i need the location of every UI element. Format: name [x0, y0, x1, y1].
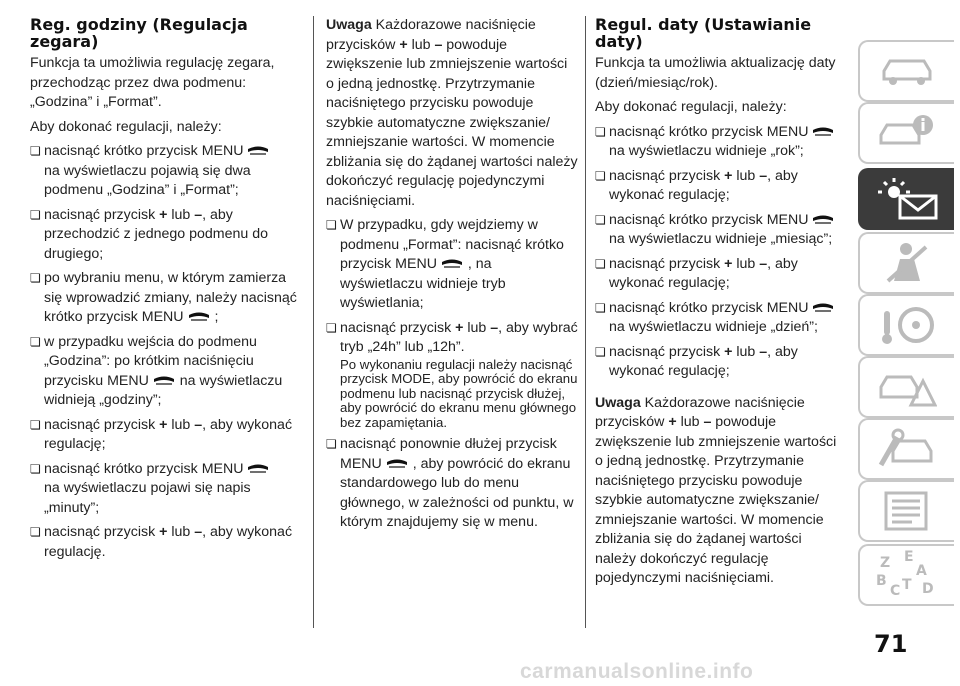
- watermark: carmanualsonline.info: [520, 660, 754, 683]
- date-step-1: ❏ nacisnąć krótko przycisk MENU na wyświetlaczu widnieje „rok”;: [595, 123, 843, 162]
- format-step-2: ❏ nacisnąć przycisk + lub –, aby wybrać tryb „24h” lub „12h”. Po wykonaniu regulacji należy nacisnąć przycisk MODE, aby powrócić do ekranu podmenu lub nacisnąć przycisk dłużej, aby powrócić do ekranu menu głównego bez zapamiętania.: [326, 319, 578, 431]
- date-step-6: ❏ nacisnąć przycisk + lub –, aby wykonać regulację;: [595, 343, 843, 382]
- technical-specs-list-icon: [880, 489, 934, 533]
- index-letter: Z: [880, 555, 891, 571]
- tab-index[interactable]: [858, 544, 954, 606]
- clock-step-4: ❏ w przypadku wejścia do podmenu „Godzina”: po krótkim naciśnięciu przycisku MENU na wyświetlaczu widnieją „godziny”;: [30, 333, 300, 411]
- clock-note: Uwaga Każdorazowe naciśnięcie przycisków + lub – powoduje zwiększenie lub zmniejszenie wartości o jedną jednostkę. Przytrzymanie naciśniętego przycisku powoduje szybkie automatyczne zwiększanie/ zmniejszanie wartości. W momencie zbliżania się do żądanej wartości należy dokończyć regulację pojedynczymi naciśnięciami.: [326, 17, 578, 209]
- index-letter: E: [904, 549, 914, 565]
- column-date-settings: [595, 16, 843, 594]
- date-note: Uwaga Każdorazowe naciśnięcie przycisków + lub – powoduje zwiększenie lub zmniejszenie wartości o jedną jednostkę. Przytrzymanie naciśniętego przycisku powoduje szybkie automatyczne zwiększanie/ zmniejszanie wartości. W momencie zbliżania się do żądanej wartości należy dokończyć regulację pojedynczymi naciśnięciami.: [595, 394, 837, 586]
- index-letter: B: [876, 573, 887, 589]
- tab-starting-driving[interactable]: [858, 294, 954, 356]
- tab-technical-specs[interactable]: [858, 480, 954, 542]
- menu-button-icon: [440, 258, 464, 270]
- steering-wheel-key-icon: [878, 303, 936, 347]
- column-divider: [585, 16, 586, 628]
- clock-steps-intro: Aby dokonać regulacji, należy:: [30, 118, 222, 135]
- tab-maintenance[interactable]: [858, 418, 954, 480]
- column-divider: [313, 16, 314, 628]
- clock-step-6: ❏ nacisnąć krótko przycisk MENU na wyświetlaczu pojawi się napis „minuty”;: [30, 460, 300, 519]
- alphabetical-index-icon: [874, 549, 940, 601]
- tab-car-info[interactable]: [858, 102, 954, 164]
- menu-button-icon: [385, 458, 409, 470]
- menu-button-icon: [811, 302, 835, 314]
- date-intro: Funkcja ta umożliwia aktualizację daty (dzień/miesiąc/rok).: [595, 55, 836, 91]
- index-letter: C: [890, 583, 901, 599]
- clock-step-1: ❏ nacisnąć krótko przycisk MENU na wyświetlaczu pojawią się dwa podmenu „Godzina” i „Format”;: [30, 142, 300, 201]
- format-step-3: ❏ nacisnąć ponownie dłużej przycisk MENU , aby powrócić do ekranu standardowego lub do menu głównego, w zależności od punktu, w którym znajdujemy się w menu.: [326, 435, 578, 533]
- menu-button-icon: [187, 311, 211, 323]
- date-step-2: ❏ nacisnąć przycisk + lub –, aby wykonać regulację;: [595, 167, 843, 206]
- clock-step-3: ❏ po wybraniu menu, w którym zamierza się wprowadzić zmiany, należy nacisnąć krótko przycisk MENU ;: [30, 269, 300, 328]
- menu-button-icon: [246, 463, 270, 475]
- menu-button-icon: [811, 126, 835, 138]
- index-letter: A: [916, 563, 927, 579]
- date-step-5: ❏ nacisnąć krótko przycisk MENU na wyświetlaczu widnieje „dzień”;: [595, 299, 843, 338]
- menu-button-icon: [246, 145, 270, 157]
- clock-step-5: ❏ nacisnąć przycisk + lub –, aby wykonać regulację;: [30, 416, 300, 455]
- dashboard-warning-message-icon: [874, 176, 940, 222]
- date-step-4: ❏ nacisnąć przycisk + lub –, aby wykonać regulację;: [595, 255, 843, 294]
- wrench-car-icon: [877, 427, 937, 471]
- index-letter: D: [922, 581, 934, 597]
- tab-car[interactable]: [858, 40, 954, 102]
- tab-emergency[interactable]: [858, 356, 954, 418]
- car-breakdown-triangle-icon: [877, 365, 937, 409]
- car-info-icon: [877, 113, 937, 153]
- clock-step-7: ❏ nacisnąć przycisk + lub –, aby wykonać regulację.: [30, 523, 300, 562]
- column-clock-notes: [326, 16, 578, 538]
- menu-button-icon: [811, 214, 835, 226]
- seat-airbag-icon: [880, 241, 934, 285]
- date-heading: Regul. daty (Ustawianie daty): [595, 15, 812, 51]
- date-steps-intro: Aby dokonać regulacji, należy:: [595, 99, 787, 115]
- clock-step-2: ❏ nacisnąć przycisk + lub –, aby przechodzić z jednego podmenu do drugiego;: [30, 206, 300, 265]
- tab-dashboard-warnings[interactable]: [858, 168, 954, 230]
- column-clock-settings: [30, 16, 300, 567]
- page-number: 71: [874, 630, 908, 658]
- menu-button-icon: [152, 375, 176, 387]
- tab-safety[interactable]: [858, 232, 954, 294]
- clock-heading: Reg. godziny (Regulacja zegara): [30, 15, 248, 51]
- car-icon: [878, 53, 936, 89]
- clock-intro: Funkcja ta umożliwia regulację zegara, przechodząc przez dwa podmenu: „Godzina” i „Format”.: [30, 55, 275, 110]
- format-step-1: ❏ W przypadku, gdy wejdziemy w podmenu „Format”: nacisnąć krótko przycisk MENU , na wyświetlaczu widnieje tryb wyświetlania;: [326, 216, 578, 314]
- date-step-3: ❏ nacisnąć krótko przycisk MENU na wyświetlaczu widnieje „miesiąc”;: [595, 211, 843, 250]
- index-letter: T: [902, 577, 912, 593]
